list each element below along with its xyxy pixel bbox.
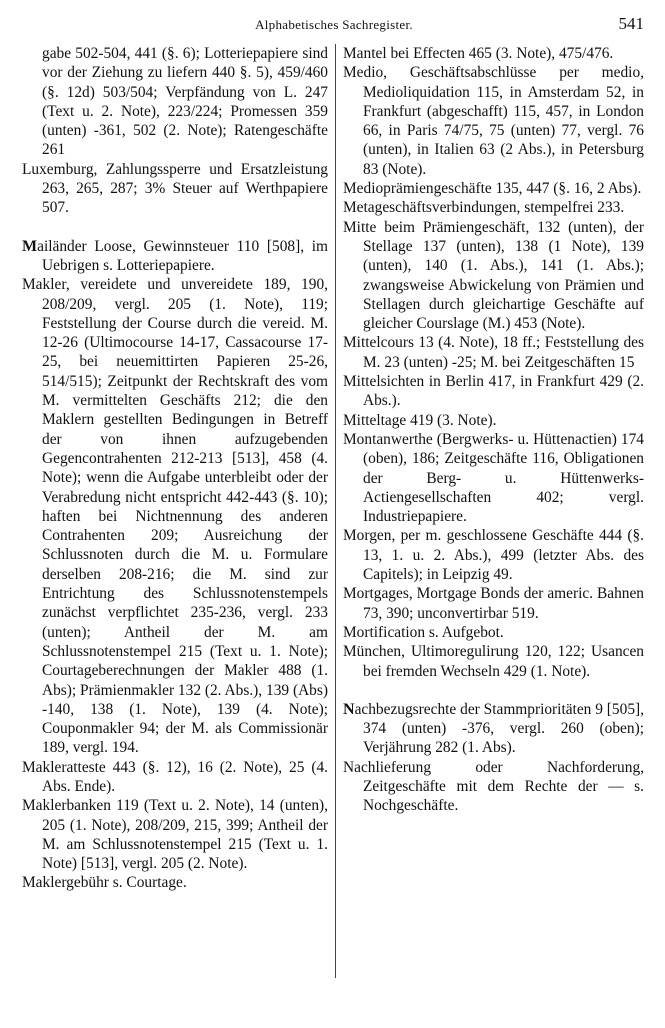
- index-entry: [343, 333, 644, 372]
- running-title: Alphabetisches Sachregister.: [255, 17, 413, 32]
- section-gap: [343, 681, 644, 700]
- index-entry-text: Makler, vereidete und unvereidete 189, 190, 208/209, vergl. 205 (1. Note), 119; Feststellung der Course durch die vereid. M. 12-26 (Ultimocourse 14-17, Cassacourse 17-25, bei neuemittirten Papieren 25-26, 514/515); Zeitpunkt der Rechtskraft des vom M. vermittelten Geschäfts 212; die den Maklern gestellten Bedingungen in Betreff der von ihnen aufzugebenden Gegencontrahenten 212-213 [513], 458 (4. Note); wenn die Aufgabe unterbleibt oder der Verabredung nicht entspricht 442-443 (§. 10); haften bei Nichtnennung des anderen Contrahenten 209; Ausreichung der Schlussnoten durch die M. u. Formulare derselben 208-216; die M. sind zur Entrichtung des Schlussnotenstempels zunächst verpflichtet 235-236, vergl. 233 (unten); Antheil der M. am Schlussnotenstempel 215 (Text u. 1. Note); Courtageberechnungen der Makler 488 (1. Abs); Prämienmakler 132 (2. Abs.), 139 (Abs) -140, 138 (1. Note), 139 (4. Note); Couponmakler 94; der M. als Commissionär 189, vergl. 194.: [22, 276, 328, 757]
- index-entry-text: Montanwerthe (Bergwerks- u. Hüttenactien) 174 (oben), 186; Zeitgeschäfte 116, Obligationen der Berg- u. Hüttenwerks-Actiengesellschaften 402; vergl. Industriepapiere.: [343, 430, 644, 526]
- index-entry: [343, 63, 644, 179]
- index-entry-text: Mittelsichten in Berlin 417, in Frankfurt 429 (2. Abs.).: [343, 373, 644, 410]
- index-entry-text: achbezugsrechte der Stammprioritäten 9 [505], 374 (unten) -376, vergl. 260 (oben); Verjährung 282 (1. Abs).: [354, 700, 644, 757]
- index-entry-text: Maklerbanken 119 (Text u. 2. Note), 14 (unten), 205 (1. Note), 208/209, 215, 399; Antheil der M. am Schlussnotenstempel 215 (Text u. 1. Note) [513], vergl. 205 (2. Note).: [22, 797, 328, 873]
- index-entry-text: Makleratteste 443 (§. 12), 16 (2. Note), 25 (4. Abs. Ende).: [22, 758, 328, 795]
- index-entry-text: gabe 502-504, 441 (§. 6); Lotteriepapiere sind vor der Ziehung zu liefern 440 §. 5), 459/460 (§. 12d) 503/504; Verpfändung von L. 247 (Text u. 2. Note), 223/224; Promessen 359 (unten) -361, 502 (2. Note); Ratengeschäfte 261: [42, 45, 328, 159]
- index-entry: [22, 44, 328, 160]
- index-entry: [343, 758, 644, 816]
- index-entry-text: Mortification s. Aufgebot.: [343, 623, 504, 641]
- page-number: 541: [618, 14, 644, 33]
- index-entry: [343, 526, 644, 584]
- index-columns: [22, 44, 644, 994]
- index-entry: [343, 44, 644, 63]
- index-entry: [343, 218, 644, 334]
- index-entry-text: Mantel bei Effecten 465 (3. Note), 475/476.: [343, 45, 614, 62]
- index-entry: [343, 372, 644, 411]
- index-entry-text: Medioprämiengeschäfte 135, 447 (§. 16, 2 Abs).: [343, 180, 642, 198]
- index-entry: [343, 623, 644, 642]
- index-entry: [22, 160, 328, 218]
- index-entry-text: Morgen, per m. geschlossene Geschäfte 444 (§. 13, 1. u. 2. Abs.), 499 (letzter Abs. des Capitels); in Leipzig 49.: [343, 527, 644, 584]
- index-entry-text: Mitteltage 419 (3. Note).: [343, 411, 497, 429]
- index-entry: [22, 758, 328, 797]
- index-entry-text: Nachlieferung oder Nachforderung, Zeitgeschäfte mit dem Rechte der — s. Nochgeschäfte.: [343, 758, 644, 815]
- column-divider: [335, 44, 336, 978]
- section-gap: [22, 218, 328, 237]
- left-column: [22, 44, 328, 994]
- index-entry-text: Medio, Geschäftsabschlüsse per medio, Medioliquidation 115, in Amsterdam 52, in Frankfurt (abgeschafft) 115, 457, in London 66, in Paris 74/75, 75 (unten) 77, vergl. 76 (unten), in Italien 63 (2 Abs.), in Petersburg 83 (Note).: [343, 64, 644, 178]
- index-entry: [343, 430, 644, 526]
- index-entry-text: Maklergebühr s. Courtage.: [22, 874, 187, 892]
- index-entry-text: Metageschäftsverbindungen, stempelfrei 233.: [343, 199, 625, 217]
- page-header: [24, 14, 644, 36]
- section-initial: M: [22, 237, 38, 255]
- index-entry-text: Mittelcours 13 (4. Note), 18 ff.; Feststellung des M. 23 (unten) -25; M. bei Zeitgeschäften 15: [343, 334, 644, 371]
- right-column: [343, 44, 644, 994]
- index-entry: [343, 179, 644, 198]
- index-entry: [343, 642, 644, 681]
- index-entry: [22, 237, 328, 276]
- index-entry-text: Luxemburg, Zahlungssperre und Ersatzleistung 263, 265, 287; 3% Steuer auf Werthpapiere 507.: [22, 160, 328, 217]
- index-entry: [343, 198, 644, 217]
- index-entry-text: Mortgages, Mortgage Bonds der americ. Bahnen 73, 390; unconvertirbar 519.: [343, 585, 644, 622]
- index-entry-text: Mitte beim Prämiengeschäft, 132 (unten), der Stellage 137 (unten), 138 (1 Note), 139 (unten), 140 (1. Abs.), 141 (1. Abs.); zwangsweise Abwickelung von Prämien und Stellagen durch gleichartige Geschäfte auf gleicher Courslage (M.) 453 (Note).: [343, 218, 644, 333]
- index-entry: [343, 411, 644, 430]
- index-entry-text: München, Ultimoregulirung 120, 122; Usancen bei fremden Wechseln 429 (1. Note).: [343, 643, 644, 680]
- index-entry: [22, 873, 328, 892]
- index-entry: [343, 584, 644, 623]
- index-entry: [22, 275, 328, 757]
- index-entry-text: ailänder Loose, Gewinnsteuer 110 [508], im Uebrigen s. Lotteriepapiere.: [37, 237, 328, 274]
- section-initial: N: [343, 700, 355, 718]
- index-entry: [22, 796, 328, 873]
- index-entry: [343, 700, 644, 758]
